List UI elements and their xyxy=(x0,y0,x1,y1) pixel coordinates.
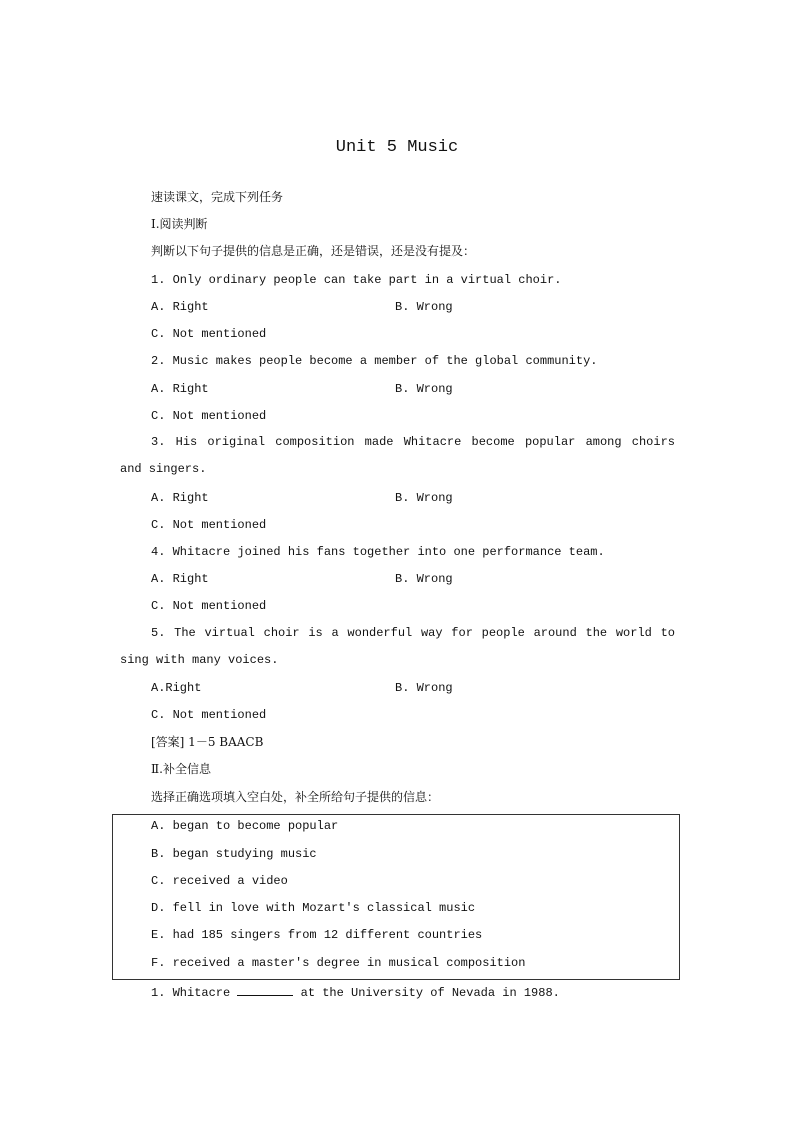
option-c: C. received a video xyxy=(151,874,288,888)
part2-heading: Ⅱ.补全信息 xyxy=(151,762,211,776)
part2-directions: 选择正确选项填入空白处，补全所给句子提供的信息： xyxy=(151,790,440,804)
q4-option-a: A. Right xyxy=(151,572,209,586)
option-d: D. fell in love with Mozart's classical music xyxy=(151,901,476,915)
question-3: 3. His original composition made Whitacre become popular among choirs and singers. xyxy=(120,435,675,476)
option-b: B. began studying music xyxy=(151,847,317,861)
q3-option-b: B. Wrong xyxy=(395,491,453,505)
question-4: 4. Whitacre joined his fans together into one performance team. xyxy=(151,545,605,559)
answer-key: [答案] 1－5 BAACB xyxy=(151,735,264,749)
page-title: Unit 5 Music xyxy=(335,138,459,157)
option-f: F. received a master's degree in musical composition xyxy=(151,956,526,970)
option-e: E. had 185 singers from 12 different countries xyxy=(151,928,483,942)
q3-option-a: A. Right xyxy=(151,491,209,505)
q2-option-c: C. Not mentioned xyxy=(151,409,267,423)
q1-option-a: A. Right xyxy=(151,300,209,314)
option-a: A. began to become popular xyxy=(151,819,339,833)
question-1: 1. Only ordinary people can take part in a virtual choir. xyxy=(151,273,562,287)
q2-option-b: B. Wrong xyxy=(395,382,453,396)
fill-in-sentence-1 xyxy=(151,985,560,1000)
question-5: 5. The virtual choir is a wonderful way for people around the world to sing with many voices. xyxy=(120,626,675,667)
q5-option-b: B. Wrong xyxy=(395,681,453,695)
q2-option-a: A. Right xyxy=(151,382,209,396)
q1-option-b: B. Wrong xyxy=(395,300,453,314)
part1-directions: 判断以下句子提供的信息是正确，还是错误，还是没有提及： xyxy=(151,244,476,258)
q5-option-c: C. Not mentioned xyxy=(151,708,267,722)
answer-blank[interactable] xyxy=(237,985,293,996)
q4-option-b: B. Wrong xyxy=(395,572,453,586)
task-instruction: 速读课文，完成下列任务 xyxy=(151,190,284,204)
q3-option-c: C. Not mentioned xyxy=(151,518,267,532)
part1-heading: Ⅰ.阅读判断 xyxy=(151,217,208,231)
q5-option-a: A.Right xyxy=(151,681,202,695)
q1-option-c: C. Not mentioned xyxy=(151,327,267,341)
question-2: 2. Music makes people become a member of the global community. xyxy=(151,354,598,368)
sentence-1-start: 1. Whitacre xyxy=(151,986,238,1000)
sentence-1-end: at the University of Nevada in 1988. xyxy=(293,986,560,1000)
q4-option-c: C. Not mentioned xyxy=(151,599,267,613)
